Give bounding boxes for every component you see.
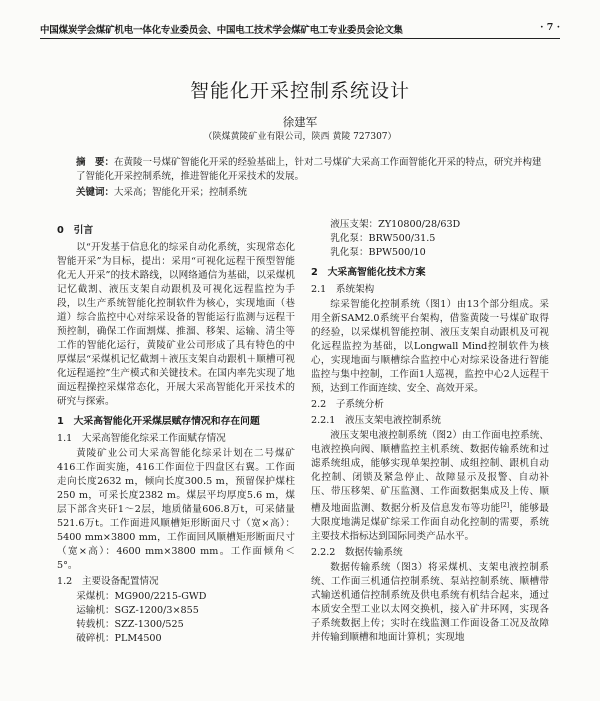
keywords [76,184,546,198]
equipment-crusher: 破碎机：PLM4500 [76,633,162,644]
section-2-1-heading: 2.1 系统架构 [311,284,375,295]
section-1-1-heading: 1.1 大采高智能化综采工作面赋存情况 [57,433,226,444]
citation-2: [2] [500,502,510,509]
right-column [311,218,549,645]
section-2-2-1-paragraph [311,429,549,544]
section-1-heading: 1 大采高智能化开采煤层赋存情况和存在问题 [57,416,260,427]
affiliation: （陕煤黄陵矿业有限公司，陕西 黄陵 727307） [203,132,397,142]
equipment-shearer: 采煤机：MG900/2215-GWD [76,591,207,602]
section-2-2-2-paragraph: 数据传输系统（图3）将采煤机、支架电液控制系统、工作面三机通信控制系统、泵站控制系统、顺槽带式输送机通信控制系统及供电系统有机结合起来，通过本质安全型工业以太网交换机，接入矿井环网，实现各子系统数据上传；实时在线监测工作面设备工况及故障并传输到顺槽和地面计算机；实现地 [311,562,549,644]
abstract-text: 在黄陵一号煤矿智能化开采的经验基础上，针对二号煤矿大采高工作面智能化开采的特点，研究并构建了智能化开采控制系统，推进智能化开采技术的发展。 [76,157,542,182]
section-2-2-heading: 2.2 子系统分析 [311,399,384,410]
equipment-emulsion-pump-1: 乳化泵：BRW500/31.5 [330,233,436,244]
keywords-label: 关键词： [76,187,115,198]
equipment-loader: 转载机：SZZ-1300/525 [76,619,184,630]
equipment-conveyor: 运输机：SGZ-1200/3×855 [76,605,199,616]
section-0-heading: 0 引言 [57,225,94,236]
equipment-emulsion-pump-2: 乳化泵：BPW500/10 [330,247,426,258]
section-2-2-1-heading: 2.2.1 液压支架电液控制系统 [311,415,441,426]
header-rule [40,38,560,39]
running-header [40,22,560,36]
author: 徐建军 [282,115,318,129]
section-1-1-paragraph: 黄陵矿业公司大采高智能化综采计划在二号煤矿416工作面实施，416工作面位于四盘区右翼。工作面走向长度2632 m，倾向长度300.5 m，预留保护煤柱250 m，可采长度2382 m。煤层平均厚度5.6 m，煤层下部含夹矸1～2层，地质储量606.8万t，可采储量521.6万t。工作面进风顺槽矩形断面尺寸（宽×高）：5400 mm×3800 mm，工作面回风顺槽矩形断面尺寸（宽×高）：4600 mm×3800 mm。工作面倾角＜5°。 [57,448,295,571]
paper-title: 智能化开采控制系统设计 [189,80,410,102]
abstract-label: 摘 要： [76,157,115,168]
left-column [57,218,295,646]
page-number: · 7 · [540,22,560,33]
section-2-heading: 2 大采高智能化技术方案 [311,267,426,278]
section-2-1-paragraph: 综采智能化控制系统（图1）由13个部分组成。采用全新SAM2.0系统平台架构，借鉴黄陵一号煤矿取得的经验，以采煤机智能控制、液压支架自动跟机及可视化远程监控为基础，以Longwall Mind控制软件为核心，实现地面与顺槽综合监控中心对综采设备进行智能监控与集中控制，工作面1人巡视，监控中心2人远程干预，达到工作面连续、安全、高效开采。 [311,299,549,394]
keywords-text: 大采高；智能化开采；控制系统 [114,187,248,198]
section-2-2-1-text-a: 液压支架电液控制系统（图2）由工作面电控系统、电液控换向阀、顺槽监控主机系统、数据传输系统和过滤系统组成，能够实现单架控制、成组控制、跟机自动化控制、闭锁及紧急停止、故障显示及报警、自动补压、带压移架、矿压监测、工作面数据集成及上传、顺槽及地面监测、数据分析及信息发布等功能 [311,430,549,515]
section-2-2-1-text-b: ，能够最大限度地满足煤矿综采工作面自动化控制的需要，系统主要技术指标达到国际同类产品水平。 [311,503,550,543]
header-journal-title: 中国煤炭学会煤矿机电一体化专业委员会、中国电工技术学会煤矿电工专业委员会论文集 [40,25,403,36]
section-2-2-2-heading: 2.2.2 数据传输系统 [311,547,403,559]
section-0-paragraph: 以“开发基于信息化的综采自动化系统，实现常态化智能开采”为目标，提出：采用“可视化远程干预型智能化无人开采”的技术路线，以网络通信为基础，以采煤机记忆截割、液压支架自动跟机及可视化远程监控为手段，以生产系统智能化控制软件为核心，实现地面（巷道）综合监控中心对综采设备的智能运行监测与远程干预控制，确保工作面割煤、推溜、移架、运输、清尘等工作的智能化运行，黄陵矿业公司形成了具有特色的中厚煤层“采煤机记忆截割＋液压支架自动跟机＋顺槽可视化远程遥控”生产模式和关键技术。在国内率先实现了地面远程操控采煤常态化，开展大采高智能化开采技术的研究与探索。 [57,242,295,407]
equipment-hydraulic-support: 液压支架：ZY10800/28/63D [330,219,461,230]
section-1-2-heading: 1.2 主要设备配置情况 [57,576,159,587]
abstract [76,156,546,183]
